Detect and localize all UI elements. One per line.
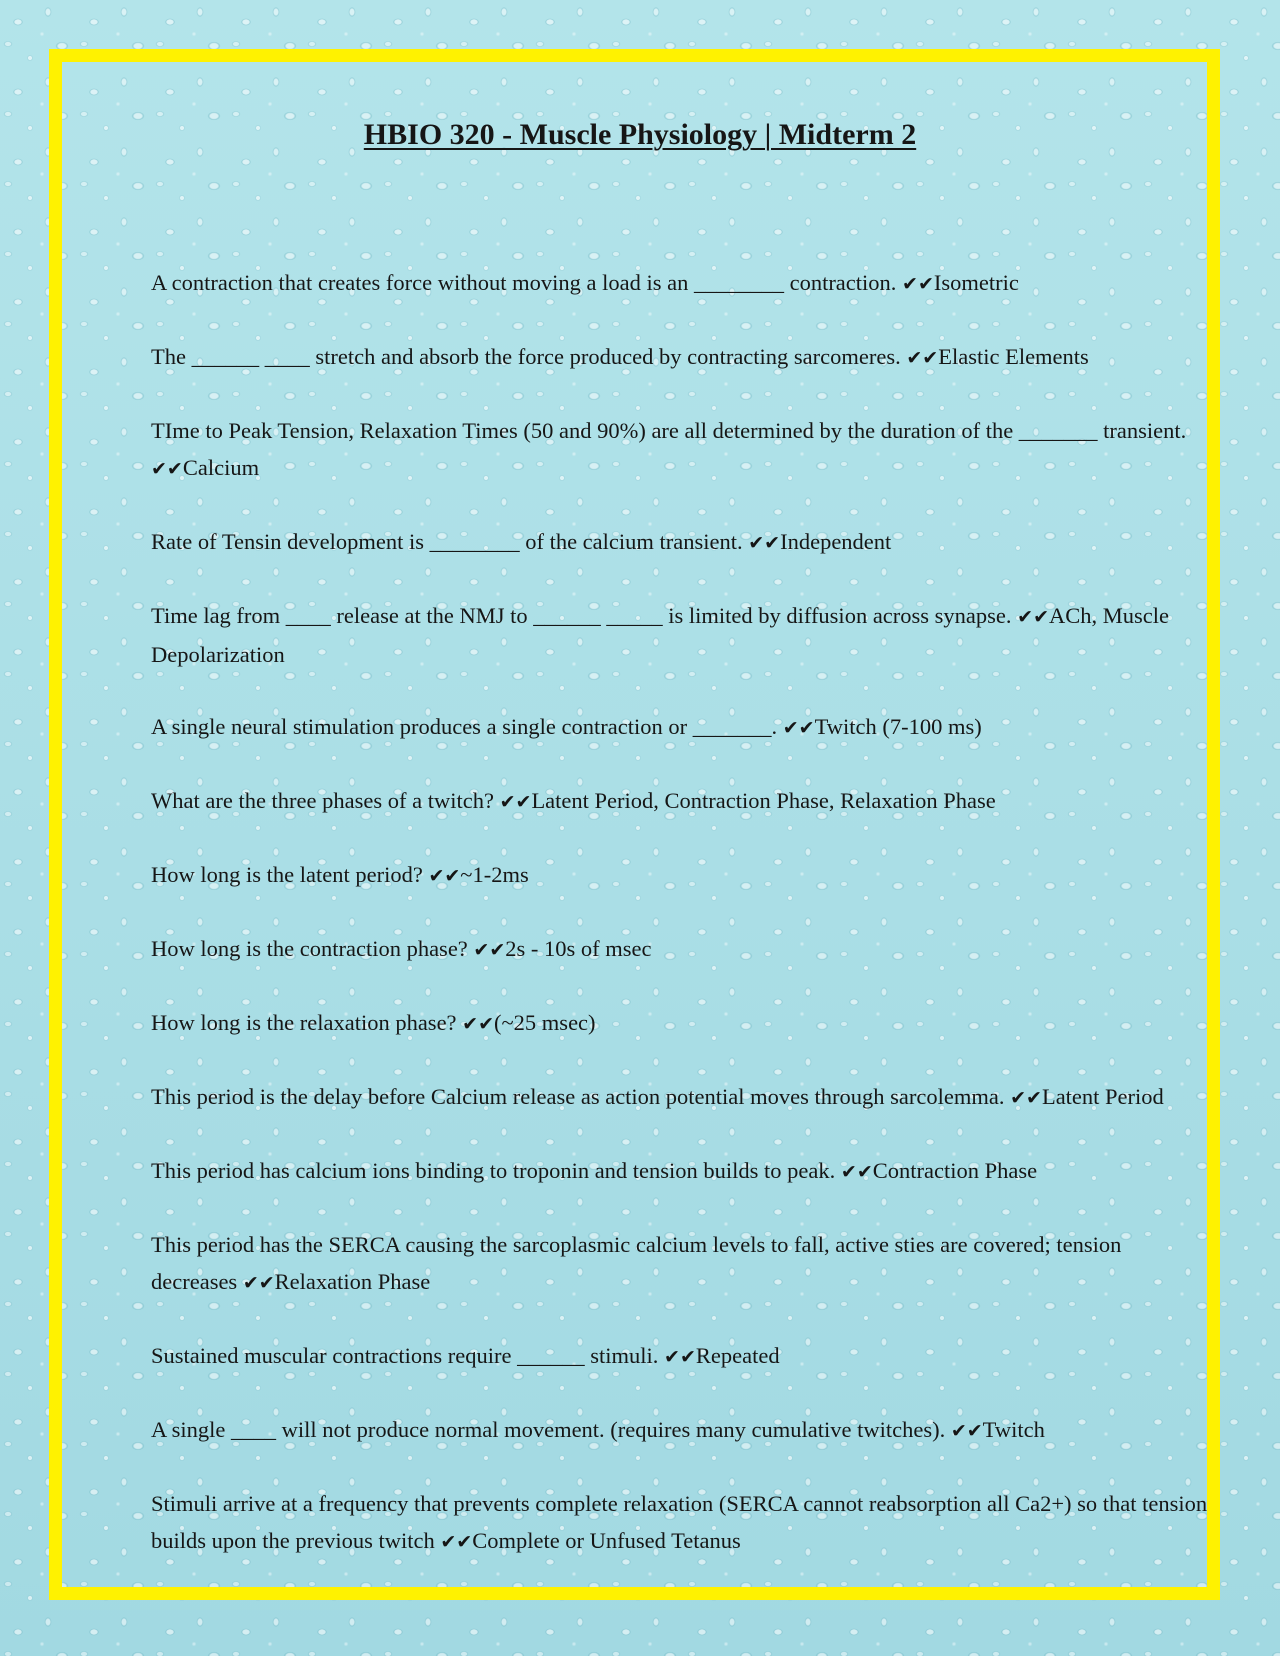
qa-item	[151, 708, 1209, 747]
qa-item	[151, 1411, 1209, 1450]
check-mark-icon: ✔✔	[664, 1346, 696, 1368]
question-text: Stimuli arrive at a frequency that prevents complete relaxation (SERCA cannot reabsorption all Ca2+) so that tension builds upon the previous twitch	[151, 1491, 1208, 1553]
question-text: What are the three phases of a twitch?	[151, 788, 494, 813]
question-text: Time lag from ____ release at the NMJ to ______ _____ is limited by diffusion across synapse.	[151, 603, 1012, 628]
question-text: A single neural stimulation produces a single contraction or _______.	[151, 714, 778, 739]
check-mark-icon: ✔✔	[242, 1272, 275, 1294]
answer-text: ACh, Muscle Depolarization	[151, 603, 1169, 667]
qa-list	[151, 264, 1209, 1596]
answer-text: Latent Period, Contraction Phase, Relaxation Phase	[531, 788, 996, 813]
question-text: Sustained muscular contractions require ______ stimuli.	[151, 1343, 659, 1368]
check-mark-icon: ✔✔	[748, 532, 781, 554]
qa-item	[151, 1004, 1209, 1043]
answer-text: Contraction Phase	[872, 1158, 1038, 1183]
answer-text: Relaxation Phase	[274, 1269, 431, 1294]
question-text: Rate of Tensin development is ________ of the calcium transient.	[151, 529, 743, 554]
qa-item	[151, 1226, 1209, 1302]
qa-item	[151, 1485, 1209, 1561]
question-text: This period has calcium ions binding to troponin and tension builds to peak.	[151, 1158, 836, 1183]
question-text: This period is the delay before Calcium release as action potential moves through sarcolemma.	[151, 1084, 1005, 1109]
answer-text: Repeated	[695, 1343, 780, 1368]
answer-text: 2s - 10s of msec	[505, 936, 652, 961]
check-mark-icon: ✔✔	[428, 865, 461, 887]
check-mark-icon: ✔✔	[473, 939, 506, 961]
qa-item	[151, 1152, 1209, 1191]
qa-item	[151, 782, 1209, 821]
answer-text: Complete or Unfused Tetanus	[472, 1528, 741, 1553]
answer-text: Twitch (7-100 ms)	[814, 714, 982, 739]
check-mark-icon: ✔✔	[782, 717, 815, 739]
question-text: How long is the relaxation phase?	[151, 1010, 457, 1035]
check-mark-icon: ✔✔	[1010, 1087, 1042, 1109]
question-text: A single ____ will not produce normal movement. (requires many cumulative twitches).	[151, 1417, 946, 1442]
question-text: The ______ ____ stretch and absorb the force produced by contracting sarcomeres.	[151, 344, 901, 369]
question-text: How long is the contraction phase?	[151, 936, 468, 961]
check-mark-icon: ✔✔	[151, 458, 183, 480]
check-mark-icon: ✔✔	[462, 1013, 495, 1035]
qa-item	[151, 264, 1209, 303]
qa-item	[151, 856, 1209, 895]
answer-text: ~1-2ms	[460, 862, 529, 887]
page-title: HBIO 320 - Muscle Physiology | Midterm 2	[363, 118, 917, 151]
qa-item	[151, 930, 1209, 969]
check-mark-icon: ✔✔	[440, 1531, 473, 1553]
check-mark-icon: ✔✔	[902, 273, 934, 295]
question-text: How long is the latent period?	[151, 862, 423, 887]
qa-item	[151, 597, 1209, 673]
check-mark-icon: ✔✔	[840, 1161, 873, 1183]
answer-text: Latent Period	[1041, 1084, 1164, 1109]
question-text: TIme to Peak Tension, Relaxation Times (50 and 90%) are all determined by the duration of the _______ transient.	[151, 418, 1187, 443]
answer-text: Isometric	[933, 270, 1019, 295]
check-mark-icon: ✔✔	[950, 1420, 983, 1442]
qa-item	[151, 338, 1209, 377]
answer-text: Independent	[780, 529, 892, 554]
answer-text: Elastic Elements	[938, 344, 1089, 369]
question-text: This period has the SERCA causing the sarcoplasmic calcium levels to fall, active sties are covered; tension decreases	[151, 1232, 1122, 1294]
check-mark-icon: ✔✔	[1017, 606, 1049, 628]
answer-text: (~25 msec)	[494, 1010, 596, 1035]
answer-text: Twitch	[982, 1417, 1045, 1442]
check-mark-icon: ✔✔	[906, 347, 939, 369]
question-text: A contraction that creates force without moving a load is an ________ contraction.	[151, 270, 897, 295]
check-mark-icon: ✔✔	[499, 791, 532, 813]
answer-text: Calcium	[182, 455, 260, 480]
qa-item	[151, 1337, 1209, 1376]
qa-item	[151, 1078, 1209, 1117]
qa-item	[151, 523, 1209, 562]
qa-item	[151, 412, 1209, 488]
